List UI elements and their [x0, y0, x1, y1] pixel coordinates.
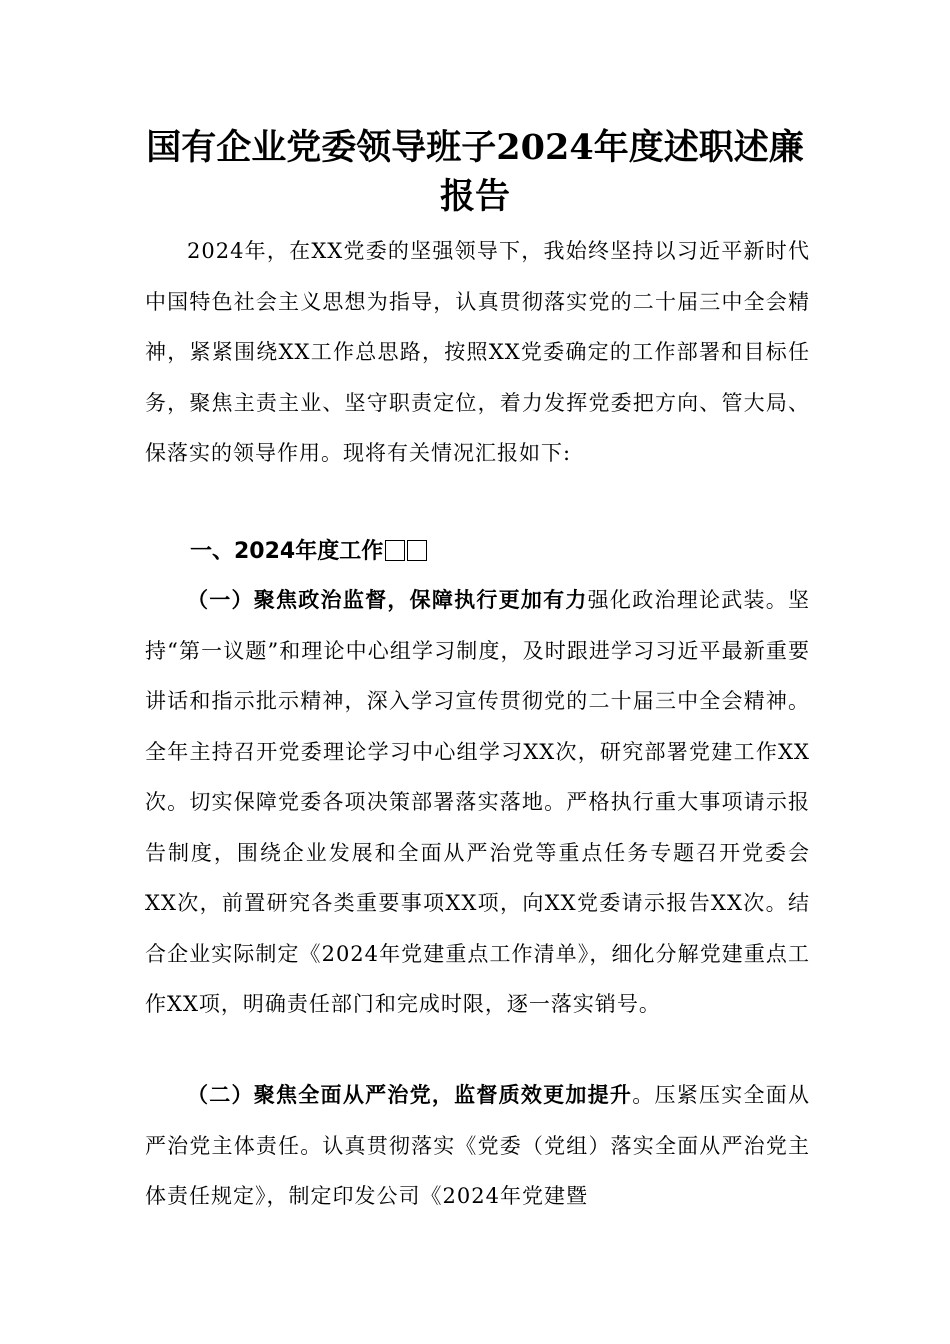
intro-paragraph: 2024年，在XX党委的坚强领导下，我始终坚持以习近平新时代中国特色社会主义思想为指导，认真贯彻落实党的二十届三中全会精神，紧紧围绕XX工作总思路，按照XX党委确定的工作部署和目标任务，聚焦主责主业、坚守职责定位，着力发挥党委把方向、管大局、保落实的领导作用。现将有关情况汇报如下: [145, 239, 810, 465]
missing-glyph-box-icon [385, 540, 405, 561]
section-1-item-1-paragraph [145, 575, 810, 1030]
section-1-item-2-lead: （二）聚焦全面从严治党，监督质效更加提升 [187, 1082, 633, 1107]
document-title-line-2: 报告 [439, 176, 510, 217]
document-title-line-1: 国有企业党委领导班子2024年度述职述廉 [146, 127, 804, 168]
section-1-item-1-body: 强化政治理论武装。坚持“第一议题”和理论中心组学习制度，及时跟进学习习近平最新重要讲话和指示批示精神，深入学习宣传贯彻党的二十届三中全会精神。全年主持召开党委理论学习中心组学习XX次，研究部署党建工作XX次。切实保障党委各项决策部署落实落地。严格执行重大事项请示报告制度，围绕企业发展和全面从严治党等重点任务专题召开党委会XX次，前置研究各类重要事项XX项，向XX党委请示报告XX次。结合企业实际制定《2024年党建重点工作清单》，细化分解党建重点工作XX项，明确责任部门和完成时限，逐一落实销号。 [145, 588, 811, 1016]
section-1-heading-text: 一、2024年度工作 [190, 539, 384, 564]
section-1-heading [190, 528, 427, 576]
section-1-item-2-paragraph [145, 1070, 810, 1222]
section-1-item-1-lead: （一）聚焦政治监督，保障执行更加有力 [187, 587, 588, 612]
section-1-item-2-body: 。压紧压实全面从严治党主体责任。认真贯彻落实《党委（党组）落实全面从严治党主体责任规定》，制定印发公司《2024年党建暨 [145, 1083, 811, 1208]
missing-glyph-box-icon [407, 540, 427, 561]
